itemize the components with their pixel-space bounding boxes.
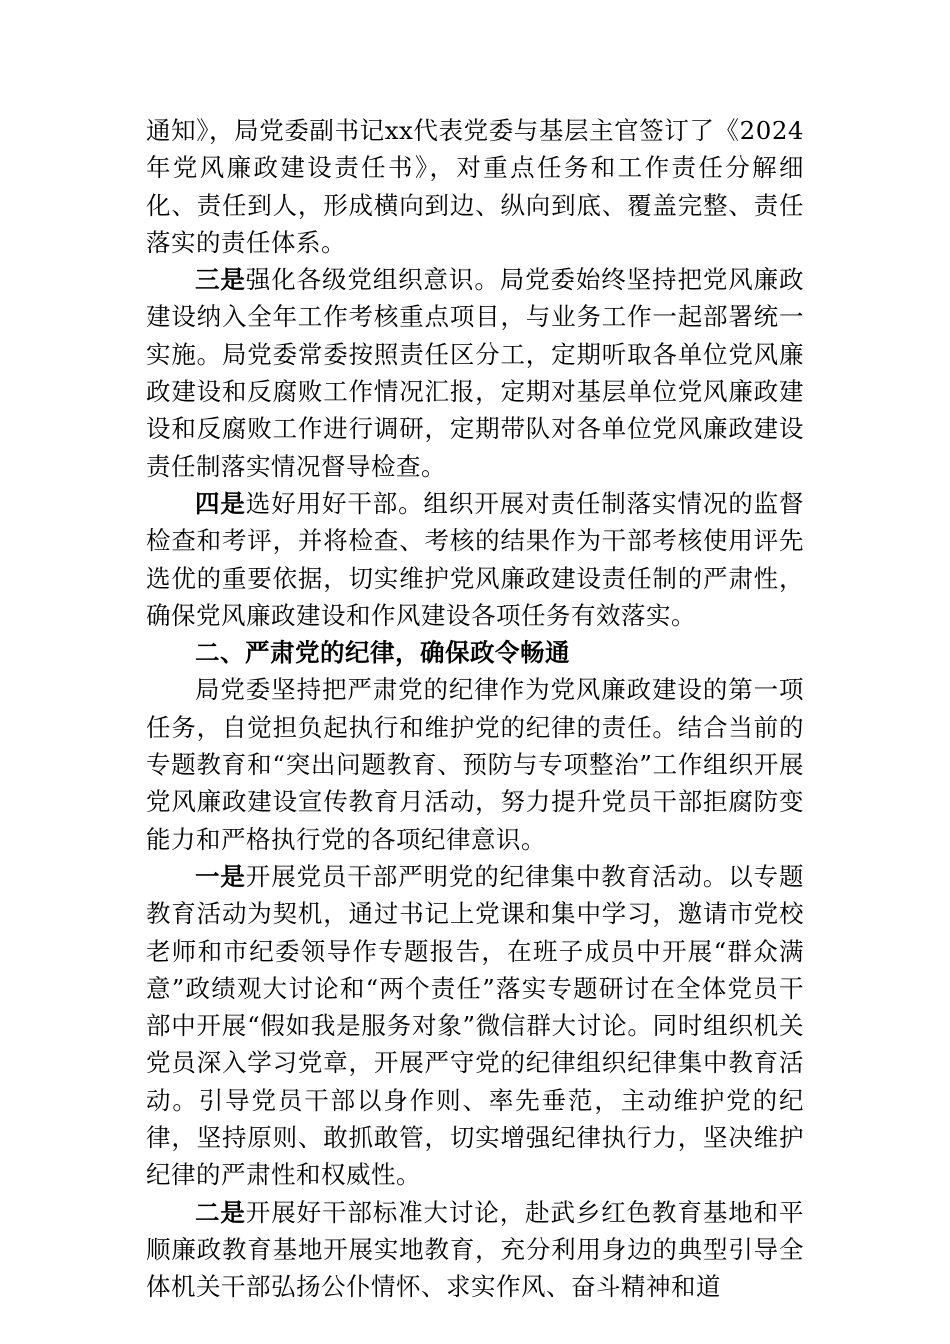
paragraph-text: 开展好干部标准大讨论，赴武乡红色教育基地和平顺廉政教育基地开展实地教育，充分利用身边的典型引导全体机关干部弘扬公仆情怀、求实作风、奋斗精神和道 <box>146 1197 805 1302</box>
paragraph-point-3 <box>146 261 804 485</box>
paragraph-text: 选好用好干部。组织开展对责任制落实情况的监督检查和考评，并将检查、考核的结果作为干部考核使用评先选优的重要依据，切实维护党风廉政建设责任制的严肃性，确保党风廉政建设和作风建设各项任务有效落实。 <box>146 488 805 630</box>
paragraph-point-4 <box>146 485 804 634</box>
paragraph-text: 强化各级党组织意识。局党委始终坚持把党风廉政建设纳入全年工作考核重点项目，与业务工作一起部署统一实施。局党委常委按照责任区分工，定期听取各单位党风廉政建设和反腐败工作情况汇报，定期对基层单位党风廉政建设和反腐败工作进行调研，定期带队对各单位党风廉政建设责任制落实情况督导检查。 <box>146 265 805 481</box>
paragraph-lead: 二是 <box>195 1197 246 1227</box>
document-page <box>146 112 804 1306</box>
paragraph-lead: 一是 <box>195 861 246 891</box>
paragraph-lead: 三是 <box>195 265 246 295</box>
section-heading: 二、严肃党的纪律，确保政令畅通 <box>195 638 570 668</box>
paragraph-continued: 通知》，局党委副书记xx代表党委与基层主官签订了《2024年党风廉政建设责任书》，对重点任务和工作责任分解细化、责任到人，形成横向到边、纵向到底、覆盖完整、责任落实的责任体系。 <box>146 116 804 257</box>
section-intro-paragraph: 局党委坚持把严肃党的纪律作为党风廉政建设的第一项任务，自觉担负起执行和维护党的纪律的责任。结合当前的专题教育和“突出问题教育、预防与专项整治”工作组织开展党风廉政建设宣传教育月活动，努力提升党员干部拒腐防变能力和严格执行党的各项纪律意识。 <box>146 675 804 854</box>
paragraph-point-1 <box>146 858 804 1194</box>
paragraph-text: 开展党员干部严明党的纪律集中教育活动。以专题教育活动为契机，通过书记上党课和集中学习，邀请市党校老师和市纪委领导作专题报告，在班子成员中开展“群众满意”政绩观大讨论和“两个责任”落实专题研讨在全体党员干部中开展“假如我是服务对象”微信群大讨论。同时组织机关党员深入学习党章，开展严守党的纪律组织纪律集中教育活动。引导党员干部以身作则、率先垂范，主动维护党的纪律，坚持原则、敢抓敢管，切实增强纪律执行力，坚决维护纪律的严肃性和权威性。 <box>146 861 805 1190</box>
paragraph-lead: 四是 <box>195 488 246 518</box>
paragraph-point-2 <box>146 1194 804 1306</box>
